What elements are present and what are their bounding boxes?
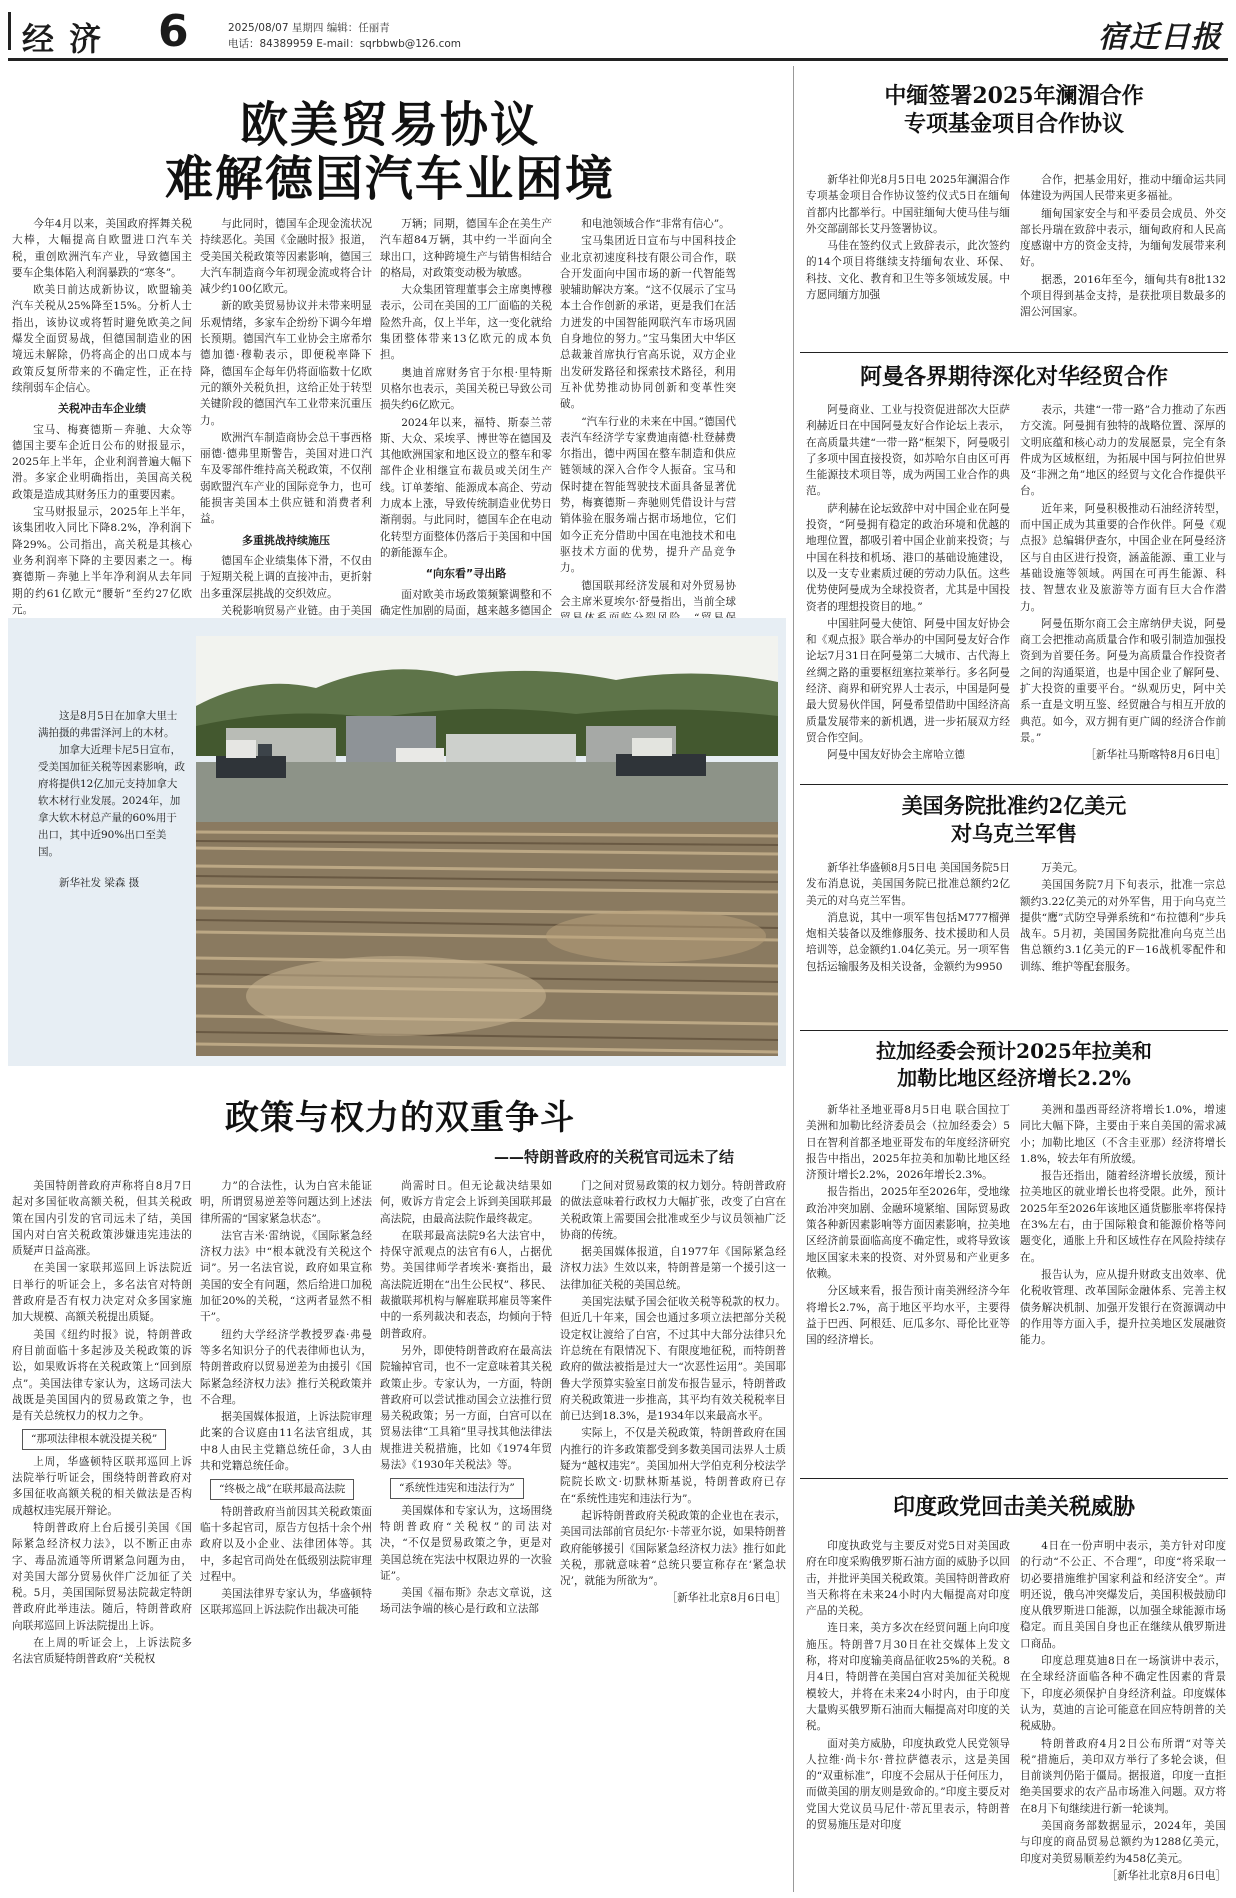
a2-bottom-rule bbox=[800, 352, 1228, 353]
a5-bottom-rule bbox=[800, 1478, 1228, 1479]
a7-byline: ［新华社北京8月6日电］ bbox=[1106, 1869, 1226, 1882]
a6-column-3 bbox=[380, 1178, 552, 1890]
paragraph: 另外，即使特朗普政府在最高法院输掉官司，也不一定意味着其关税政策止步。专家认为，一方面，特朗普政府可以尝试推动国会立法推行贸易关税政策；另一方面，白宫可以在贸易法律“工具箱”里寻找其他法律法规推进关税措施，比如《1974年贸易法》《1930年关税法》等。 bbox=[380, 1344, 552, 1472]
a6-subheading-3: “系统性违宪和违法行为” bbox=[390, 1478, 524, 1498]
a1-column-4 bbox=[560, 216, 736, 608]
paragraph: 特朗普政府当前因其关税政策面临十多起官司，原告方包括十余个州政府以及小企业、法律团体等。其中，多起官司尚处在低级别法院审理过程中。 bbox=[200, 1505, 372, 1583]
paragraph: 美国《纽约时报》说，特朗普政府目前面临十多起涉及关税政策的诉讼，如果败诉将在关税政策上“回到原点”。美国法律专家认为，这场司法大战既是美国国内的贸易政策之争，也是有关总统权力的权力之争。 bbox=[12, 1328, 192, 1423]
paragraph: 据美国媒体报道，上诉法院审理此案的合议庭由11名法官组成，其中8人由民主党籍总统任命，3人由共和党籍总统任命。 bbox=[200, 1411, 372, 1473]
paragraph: 大众集团管理董事会主席奥博穆表示，公司在美国的工厂面临的关税险然升高，仅上半年，这一变化就给集团整体带来13亿欧元的成本负担。 bbox=[380, 284, 552, 362]
paragraph: 与此同时，德国车企现金流状况持续恶化。美国《金融时报》报道，受美国关税政策等因素影响，德国三大汽车制造商今年初现金流或将合计减少约100亿欧元。 bbox=[200, 218, 372, 296]
a1-column-1 bbox=[12, 216, 192, 616]
paragraph: 连日来，美方多次在经贸问题上向印度施压。特朗普7月30日在社交媒体上发文称，将对印度输美商品征收25%的关税。8月4日，特朗普在美国白宫对美加征关税规模较大，并将在未来24小时内，由于印度大量购买俄罗斯石油而大幅提高对印度的关税。 bbox=[806, 1622, 1010, 1733]
a3-headline: 阿曼各界期待深化对华经贸合作 bbox=[859, 364, 1168, 390]
paragraph: 德国联邦经济发展和对外贸易协会主席米夏埃尔·舒曼指出，当前全球 bbox=[560, 579, 736, 608]
a5-headline bbox=[800, 1038, 1228, 1092]
a4-title-line2: 对乌克兰军售 bbox=[951, 821, 1077, 846]
paragraph: 美国国务院7月下旬表示，批准一宗总额约3.22亿美元的对外军售，用于向乌克兰提供“鹰”式防空导弹系统和“布拉德利”步兵战车。5月初，美国国务院批准向乌克兰出售总额约3.1亿美元的F－16战机零配件和训练、维护等配套服务。 bbox=[1020, 879, 1226, 973]
a6-headline: 政策与权力的双重争斗 bbox=[225, 1098, 575, 1138]
paragraph: 特朗普政府上台后援引美国《国际紧急经济权力法》，以不断正由赤字、毒品流通等所谓紧急问题为由，对美国大部分贸易伙伴广泛加征了关税。5月，美国国际贸易法院裁定特朗普政府此举违法。随后，特朗普政府向联邦巡回上诉法院提出上诉。 bbox=[12, 1521, 192, 1632]
paragraph: 阿曼中国友好协会主席哈立德 bbox=[827, 749, 965, 762]
a1-subheading-3: “向东看”寻出路 bbox=[425, 567, 507, 581]
paragraph: 万辆；同期，德国车企在美生产汽车超84万辆，其中约一半面向全球出口，这种跨境生产与销售相结合的格局，对政策变动极为敏感。 bbox=[380, 218, 552, 279]
paragraph: 据悉，2016年至今，缅甸共有8批132个项目得到基金支持，是获批项目数最多的湄公河国家。 bbox=[1020, 273, 1226, 319]
paragraph: 印度总理莫迪8日在一场演讲中表示，在全球经济面临各种不确定性因素的背景下，印度必须保护自身经济利益。印度媒体认为，莫迪的言论可能意在回应特朗普的关税威胁。 bbox=[1020, 1655, 1226, 1733]
photo-caption-box bbox=[38, 708, 186, 892]
a2-title-line2: 专项基金项目合作协议 bbox=[903, 111, 1124, 137]
paragraph: 报告指出，2025年至2026年，受地缘政治冲突加剧、金融环境紧缩、国际贸易政策各种新因素影响等方面因素影响，拉美地区经济前景面临高度不确定性，或将导致该地区国家未来的投资、对外贸易和产业更多依赖。 bbox=[806, 1186, 1010, 1280]
paragraph: 表示，共建“一带一路”合力推动了东西方交流。阿曼拥有独特的战略位置、深厚的文明底蕴和核心动力的发展愿景，完全有条件成为区域枢纽，为拓展中国与阿拉伯世界及“非洲之角”地区的经贸与文化合作提供平台。 bbox=[1020, 404, 1226, 498]
paragraph: 美国宪法赋予国会征收关税等税款的权力。但近几十年来，国会也通过多项立法把部分关税设定权让渡给了白宫，不过其中大部分法律只允许总统在有限情况下、有限度地征税，而特朗普政府的做法被指是过大一“次恶性运用”。美国耶鲁大学预算实验室日前发布报告显示，特朗普政府关税政策进一步推高，其平均有效关税税率目前已达到18.3%，是1934年以来最高水平。 bbox=[560, 1296, 786, 1423]
a2-title-line1: 中缅签署2025年澜湄合作 bbox=[884, 83, 1144, 109]
paragraph: 关税影响贸易产业链。由于美国 bbox=[221, 604, 372, 617]
a5-column-1 bbox=[806, 1102, 1010, 1470]
paragraph: 新华社华盛顿8月5日电 美国国务院5日发布消息说，美国国务院已批准总额约2亿美元的对乌克兰军售。 bbox=[806, 862, 1010, 907]
paragraph: 美国特朗普政府声称将自8月7日起对多国征收高额关税，但其关税政策在国内引发的官司远未了结，美国国内对白宫关税政策涉嫌违宪违法的质疑声日益高涨。 bbox=[12, 1180, 192, 1258]
a6-byline: ［新华社北京8月6日电］ bbox=[666, 1592, 786, 1605]
a1-subheading-1: 关税冲击车企业绩 bbox=[58, 402, 146, 416]
paragraph: 在上周的听证会上，上诉法院多名法官质疑特朗普政府“关税权 bbox=[12, 1637, 192, 1666]
a1-title-line1: 欧美贸易协议 bbox=[239, 97, 540, 153]
paragraph: 在联邦最高法院9名大法官中，持保守派观点的法官有6人，占据优势。美国律师学者埃米·赛指出，最高法院近期在“出生公民权”、移民、裁撤联邦机构与解雇联邦雇员等案件中的一系列裁决和表态，均倾向于特朗普政府。 bbox=[380, 1229, 552, 1340]
paragraph: 欧美日前达成新协议，欧盟输美汽车关税从25%降至15%。分析人士指出，该协议或将暂时避免欧美之间爆发全面贸易战，但德国制造业的困境远未解除，仍将高企的出口成本与政策反复所带来的不确定性，正在持续削弱车企信心。 bbox=[12, 284, 192, 394]
paragraph: 和电池领域合作“非常有信心”。 bbox=[581, 218, 730, 230]
paragraph: 报告还指出，随着经济增长放缓，预计拉美地区的就业增长也将受限。此外，预计2025年至2026年该地区通货膨胀率将保持在3%左右，由于国际粮食和能源价格等问题变化，通胀上升和区域性存在风险持续存在。 bbox=[1020, 1170, 1226, 1264]
paragraph: 马佳在签约仪式上致辞表示，此次签约的14个项目将继续支持缅甸农业、环保、科技、文化、教育和卫生等多领域发展。中方愿同缅方加强 bbox=[806, 240, 1010, 302]
paragraph: 在美国一家联邦巡回上诉法院近日举行的听证会上，多名法官对特朗普政府是否有权力决定对众多国家施加大规模、高额关税提出质疑。 bbox=[12, 1262, 192, 1324]
a5-title-line2: 加勒比地区经济增长2.2% bbox=[897, 1066, 1131, 1090]
paragraph: 中国驻阿曼大使馆、阿曼中国友好协会和《观点报》联合举办的中国阿曼友好合作论坛7月31日在阿曼第二大城市、古代海上丝绸之路的重要枢纽塞拉莱举行。多名阿曼经济、商界和研究界人士表示，中国是阿曼最大贸易伙伴国，阿曼希望借助中国经济高质量发展带来的新机遇，进一步拓展双方经贸合作空间。 bbox=[806, 617, 1010, 744]
a2-headline bbox=[800, 82, 1228, 138]
masthead bbox=[0, 0, 1236, 62]
paragraph: 分区域来看，报告预计南美洲经济今年将增长2.7%，高于地区平均水平，主要得益于巴西、阿根廷、厄瓜多尔、哥伦比亚等国的经济增长。 bbox=[806, 1285, 1010, 1347]
paragraph: 万美元。 bbox=[1041, 862, 1084, 874]
paragraph: 美国《福布斯》杂志文章说，这场司法争端的核心是行政和立法部 bbox=[380, 1587, 552, 1616]
paragraph: 美洲和墨西哥经济将增长1.0%，增速同比大幅下降，主要由于来自美国的需求减小；加勒比地区（不含圭亚那）经济将增长1.8%，较去年有所放缓。 bbox=[1020, 1104, 1226, 1165]
paragraph: 纽约大学经济学教授罗森·弗曼等多名知识分子的代表律师也认为，特朗普政府以贸易逆差为由援引《国际紧急经济权力法》推行关税政策并不合理。 bbox=[200, 1328, 372, 1406]
masthead-rule-thick bbox=[8, 58, 1228, 61]
a3-column-1 bbox=[806, 402, 1010, 778]
a1-headline bbox=[100, 98, 680, 206]
paragraph: 实际上，不仅是关税政策，特朗普政府在国内推行的许多政策都受到多数美国司法界人士质疑为“越权违宪”。美国加州大学伯克利分校法学院院长欧文·切默林斯基说，特朗普政府已存在“系统性违宪和违法行为”。 bbox=[560, 1427, 786, 1505]
section-name: 经 济 bbox=[22, 20, 104, 58]
paragraph: 缅甸国家安全与和平委员会成员、外交部长丹瑞在致辞中表示，缅甸政府和人民高度感谢中方的资金支持，为缅甸发展带来利好。 bbox=[1020, 207, 1226, 269]
photo-caption-detail: 加拿大近理卡尼5日宣布，受美国加征关税等因素影响，政府将提供12亿加元支持加拿大软木材行业发展。2024年，加拿大软木材总产量的60%用于出口，其中近90%出口至美国。 bbox=[38, 744, 185, 858]
a1-title-line2: 难解德国汽车业困境 bbox=[164, 151, 615, 207]
a6-subheading-1: “那项法律根本就没提关税” bbox=[22, 1429, 166, 1449]
paragraph: 新的欧美贸易协议并未带来明显乐观情绪，多家车企纷纷下调今年增长预期。德国汽车工业协会主席希尔德加德·穆勒表示，即便税率降下降，德国车企每年仍将面临数十亿欧元的额外关税负担，这给正处于转型关键阶段的德国汽车工业带来沉重压力。 bbox=[200, 300, 372, 427]
paragraph: 新华社仰光8月5日电 2025年澜湄合作专项基金项目合作协议签约仪式5日在缅甸首都内比都举行。中国驻缅甸大使马佳与缅外交部副部长艾丹签署协议。 bbox=[806, 174, 1010, 235]
paragraph: 德国车企业绩集体下滑，不仅由于短期关税上调的直接冲击，更折射出多重深层挑战的交织效应。 bbox=[200, 554, 372, 600]
paragraph: 面对美方威胁，印度执政党人民党领导人拉维·尚卡尔·普拉萨德表示，这是美国的“双重标准”，印度不会屈从于任何压力，而做美国的朋友则是致命的。”印度主要反对党国大党议员马尼什·蒂瓦里表示，特朗普的贸易施压是对印度 bbox=[806, 1737, 1010, 1832]
paragraph: 据美国媒体报道，自1977年《国际紧急经济权力法》生效以来，特朗普是第一个援引这一法律加征关税的美国总统。 bbox=[560, 1246, 786, 1291]
paragraph: 阿曼伍斯尔商工会主席纳伊夫说，阿曼商工会把推动高质量合作和吸引制造加强投资到为首要任务。阿曼为高质量合作投资者之间的沟通渠道，也是中国企业了解阿曼、扩大投资的重要平台。“纵观历史，阿中关系一直是文明互鉴、经贸融合与相互开放的典范。如今，双方拥有更广阔的经济合作前景。” bbox=[1020, 617, 1226, 744]
a4-title-line1: 美国务院批准约2亿美元 bbox=[901, 793, 1127, 818]
paragraph: 2024年以来，福特、斯泰兰蒂斯、大众、采埃孚、博世等在德国及其他欧洲国家和地区设立的整车和零部件企业相继宣布裁员或关闭生产线。订单萎缩、能源成本高企、劳动力成本上涨，导致传统制造业优势日渐削弱。与此同时，德国车企在电动化转型方面整体仍落后于美国和中国的新能源车企。 bbox=[380, 416, 552, 559]
a6-subheading-2: “终极之战”在联邦最高法院 bbox=[210, 1479, 354, 1499]
paragraph: 起诉特朗普政府关税政策的企业也在表示，美国司法部前官员纪尔·卡蒂亚尔说，如果特朗普政府能够援引《国际紧急经济权力法》推行如此关税，那就意味着“总统只要宣称存在‘紧急状况’，就能为所欲为”。 bbox=[560, 1509, 786, 1588]
paragraph: 合作，把基金用好，推动中缅命运共同体建设为两国人民带来更多福祉。 bbox=[1020, 174, 1226, 203]
a7-column-2 bbox=[1020, 1538, 1226, 1892]
paragraph: 上周，华盛顿特区联邦巡回上诉法院举行听证会，围绕特朗普政府对多国征收高额关税的相关做法是否构成越权违宪展开辩论。 bbox=[12, 1455, 192, 1517]
paragraph: 印度执政党与主要反对党5日对美国政府在印度采购俄罗斯石油方面的威胁予以回击，并批评美国关税政策。美国特朗普政府当天称将在未来24小时内大幅提高对印度产品的关税。 bbox=[806, 1540, 1010, 1618]
paragraph: 门之间对贸易政策的权力划分。特朗普政府的做法意味着行政权力大幅扩张，改变了白宫在关税政策上需要国会批准或至少与议员领袖广泛协商的传统。 bbox=[560, 1180, 786, 1241]
a6-column-2 bbox=[200, 1178, 372, 1890]
paragraph: 近年来，阿曼积极推动石油经济转型，而中国正成为其重要的合作伙伴。阿曼《观点报》总编辑伊查尔，中国企业在阿曼经济区与自由区进行投资，涵盖能源、重工业与基础设施等领域。两国在可再生能源、科技、智慧农业及旅游等方面有巨大合作潜力。 bbox=[1020, 502, 1226, 613]
a4-headline bbox=[800, 792, 1228, 848]
a4-column-1 bbox=[806, 860, 1010, 1020]
paragraph: 4日在一份声明中表示，美方针对印度的行动“不公正、不合理”，印度“将采取一切必要措施维护国家利益和经济安全”。声明还说，俄乌冲突爆发后，美国积极鼓励印度从俄罗斯进口能源，以加强全球能源市场稳定。而且美国自身也正在继续从俄罗斯进口商品。 bbox=[1020, 1540, 1226, 1650]
paragraph: 今年4月以来，美国政府挥舞关税大棒，大幅提高自欧盟进口汽车关税，重创欧洲汽车产业，导致德国主要车企集体陷入利润暴跌的“寒冬”。 bbox=[12, 218, 192, 279]
paragraph: 宝马财报显示，2025年上半年，该集团收入同比下降8.2%，净利润下降29%。公司指出，高关税是其核心业务利润率下降的主要因素之一。梅赛德斯－奔驰上半年净利润从去年同期的约61亿欧元“腰斩”至约27亿欧元。 bbox=[12, 506, 192, 616]
a6-subtitle: ——特朗普政府的关税官司远未了结 bbox=[493, 1148, 734, 1166]
paragraph: 面对欧美市场政策频繁调整和不确定性加剧的局面，越来越多德国企 bbox=[380, 588, 552, 617]
page-number: 6 bbox=[158, 6, 189, 57]
paragraph: 阿曼商业、工业与投资促进部次大臣萨利赫近日在中国阿曼友好合作论坛上表示，在高质量共建“一带一路”框架下，阿曼吸引了多项中国直接投资，如苏哈尔自由区可再生能源技术项目等，成为两国工业合作的典范。 bbox=[806, 404, 1010, 498]
a5-title-line1: 拉加经委会预计2025年拉美和 bbox=[876, 1039, 1152, 1063]
paragraph: 宝马、梅赛德斯－奔驰、大众等德国主要车企近日公布的财报显示，2025年上半年，企业利润普遍大幅下滑。多家企业明确指出，美国高关税政策是造成其财务压力的重要因素。 bbox=[12, 423, 192, 501]
contact-line: 电话：84389959 E-mail：sqrbbwb@126.com bbox=[228, 38, 462, 50]
a3-byline: ［新华社马斯喀特8月6日电］ bbox=[1085, 749, 1226, 762]
photo-log-river bbox=[196, 636, 778, 1056]
a5-column-2 bbox=[1020, 1102, 1226, 1470]
newspaper-logo: 宿迁日报 bbox=[1098, 20, 1222, 55]
a3-column-2 bbox=[1020, 402, 1226, 778]
photo-feature bbox=[8, 618, 786, 1066]
paragraph: 法官吉米·雷纳说，《国际紧急经济权力法》中“根本就没有关税这个词”。另一名法官说，政府如果宣称美国的安全有问题，然后给进口加税加征20%的关税，“这两者显然不相干”。 bbox=[200, 1229, 372, 1324]
a2-column-2 bbox=[1020, 172, 1226, 348]
paragraph: 报告认为，应从提升财政支出效率、优化税收管理、改革国际金融体系、完善主权债务解决机制、加强开发银行在资源调动中的作用等方面入手，提升拉美地区发展融资能力。 bbox=[1020, 1268, 1226, 1347]
a1-column-2 bbox=[200, 216, 372, 617]
paragraph: 力”的合法性，认为白宫未能证明，所谓贸易逆差等问题达到上述法律所需的“国家紧急状态”。 bbox=[200, 1180, 372, 1225]
paragraph: 萨利赫在论坛致辞中对中国企业在阿曼投资，“阿曼拥有稳定的政治环境和优越的地理位置，都吸引着中国企业前来投资；与中国在科技和机场、港口的基础设施建设，以及一支专业素质过硬的劳动力队伍。这些优势使阿曼成为全球投资者，尤其是中国投资者的理想投资目的地。” bbox=[806, 502, 1010, 613]
right-column-divider bbox=[793, 66, 794, 1892]
photo-caption: 这是8月5日在加拿大里士满拍摄的弗雷泽河上的木材。 bbox=[38, 710, 178, 739]
a4-bottom-rule bbox=[800, 1030, 1228, 1031]
paragraph: “汽车行业的未来在中国。”德国代表汽车经济学专家费迪南德·杜登赫费尔指出，德中两国在整车制造和供应链领域的深入合作令人振奋。宝马和保时捷在智能驾驶技术面具备显著优势，梅赛德斯－奔驰则凭借设计与营销体验在服务端占据市场地位，它们如今正充分借助中国在电池技术和电驱技术方面的优势，提升产品竞争力。 bbox=[560, 415, 736, 575]
paragraph: 消息说，其中一项军售包括M777榴弹炮相关装备以及维修服务、技术援助和人员培训等，总金额约1.04亿美元。另一项军售包括运输服务及相关设备，金额约为9950 bbox=[806, 911, 1010, 973]
paragraph: 特朗普政府4月2日公布所谓“对等关税”措施后，美印双方举行了多轮会谈，但目前谈判仍陷于僵局。据报道，印度一直拒绝美国要求的农产品市场准入问题。双方将在8月下旬继续进行新一轮谈判。 bbox=[1020, 1737, 1226, 1815]
paragraph: 美国商务部数据显示，2024年，美国与印度的商品贸易总额约为1288亿美元，印度对美贸易顺差约为458亿美元。 bbox=[1020, 1820, 1226, 1865]
masthead-left-bar bbox=[8, 12, 11, 50]
a3-bottom-rule bbox=[800, 784, 1228, 785]
a7-headline: 印度政党回击美关税威胁 bbox=[892, 1494, 1135, 1520]
paragraph: 美国法律界专家认为，华盛顿特区联邦巡回上诉法院作出裁决可能 bbox=[200, 1588, 372, 1617]
a4-column-2 bbox=[1020, 860, 1226, 1020]
paragraph: 欧洲汽车制造商协会总干事西格丽德·德弗里斯警告，美国对进口汽车及零部件维持高关税政策，不仅削弱欧盟汽车产业的国际竞争力，也可能损害美国本土供应链和消费者利益。 bbox=[200, 431, 372, 526]
paragraph: 新华社圣地亚哥8月5日电 联合国拉丁美洲和加勒比经济委员会（拉加经委会）5日在智利首都圣地亚哥发布的年度经济研究报告中指出，2025年拉美和加勒比地区经济预计增长2.2%，2026年增长2.3%。 bbox=[806, 1104, 1010, 1182]
a7-column-1 bbox=[806, 1538, 1010, 1892]
date-line: 2025/08/07 星期四 编辑：任丽青 bbox=[228, 22, 390, 34]
paragraph: 奥迪首席财务官于尔根·里特斯贝格尔也表示，美国关税已导致公司损失约6亿欧元。 bbox=[380, 366, 552, 412]
a1-column-3 bbox=[380, 216, 552, 617]
photo-credit: 新华社发 梁森 摄 bbox=[59, 877, 140, 889]
paragraph: 尚需时日。但无论裁决结果如何，败诉方肯定会上诉到美国联邦最高法院，由最高法院作最终裁定。 bbox=[380, 1180, 552, 1225]
a1-subheading-2: 多重挑战持续施压 bbox=[242, 533, 330, 547]
a6-column-4 bbox=[560, 1178, 786, 1890]
a6-column-1 bbox=[12, 1178, 192, 1890]
paragraph: 美国媒体和专家认为，这场围绕特朗普政府“关税权”的司法对决，“不仅是贸易政策之争，更是对美国总统在宪法中权限边界的一次验证”。 bbox=[380, 1504, 552, 1582]
a2-column-1 bbox=[806, 172, 1010, 348]
paragraph: 宝马集团近日宣布与中国科技企业北京初速度科技有限公司合作，联合开发面向中国市场的新一代智能驾驶辅助解决方案。“这不仅展示了宝马本土合作创新的承诺，更是我们在活力迸发的中国智能网联汽车市场巩固自身地位的努力。”宝马集团大中华区总裁兼首席执行官高乐说，双方企业出发研发路径和探索技术路径，利用互补优势推动协同创新和变革性突破。 bbox=[560, 235, 736, 411]
